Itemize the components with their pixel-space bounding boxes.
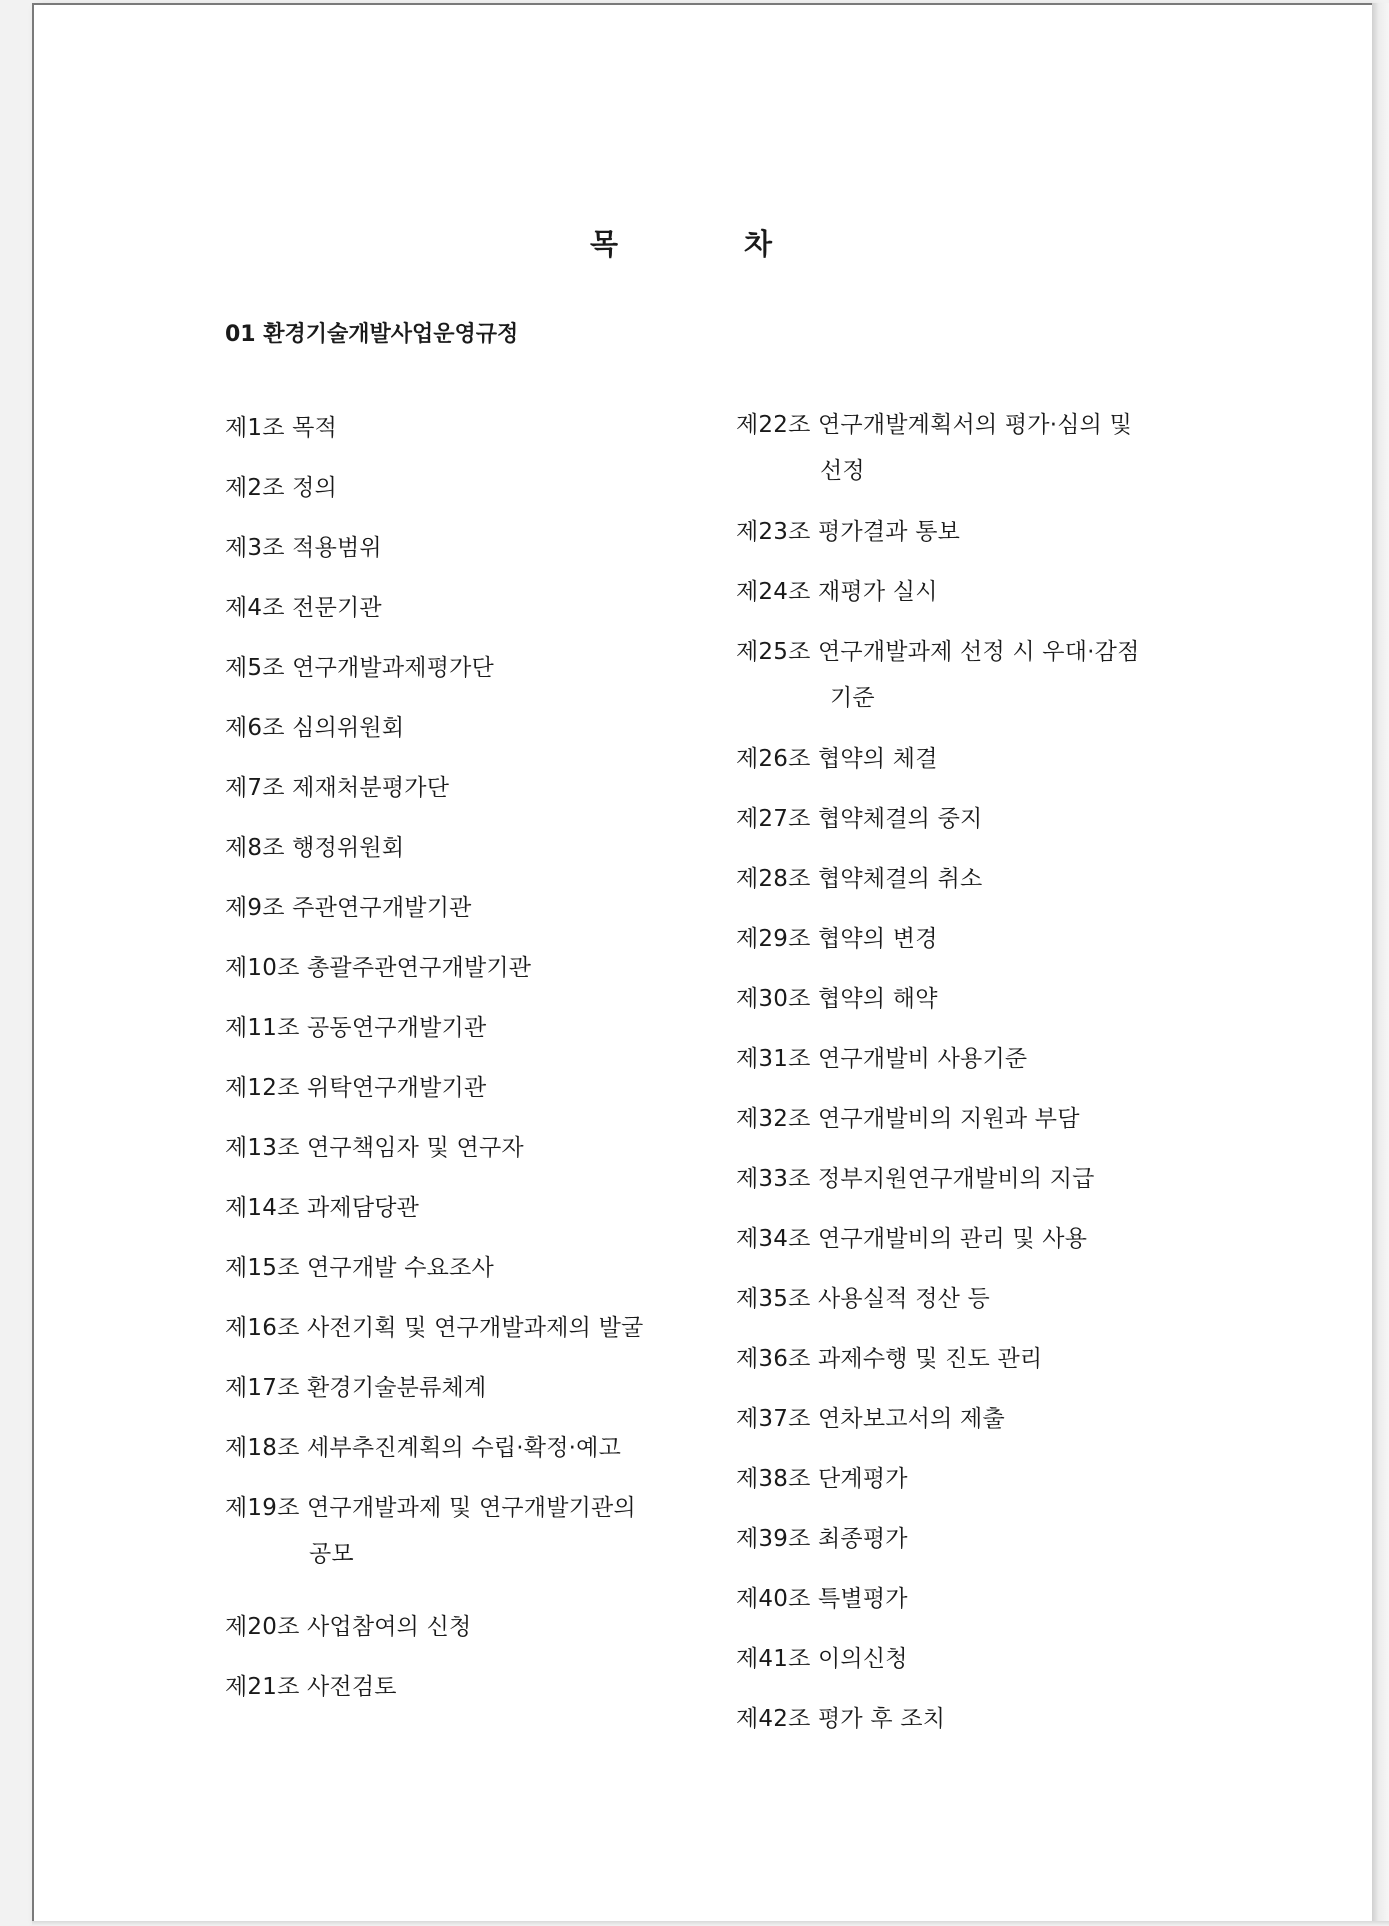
toc-entry[interactable] [225, 1305, 643, 1351]
toc-entry[interactable] [225, 1604, 471, 1650]
toc-entry-label: 제20조 사업참여의 신청 [225, 1614, 472, 1640]
toc-entry-label: 제3조 적용범위 [225, 535, 382, 561]
toc-entry-label: 제34조 연구개발비의 관리 및 사용 [736, 1226, 1088, 1252]
toc-entry-label: 제13조 연구책임자 및 연구자 [225, 1135, 524, 1161]
toc-entry-continuation: 공모 [309, 1541, 354, 1567]
toc-entry[interactable] [225, 405, 337, 451]
toc-entry[interactable] [225, 465, 337, 511]
toc-entry-label: 제17조 환경기술분류체계 [225, 1375, 487, 1401]
toc-entry[interactable] [736, 1156, 1095, 1202]
toc-entry-label: 제23조 평가결과 통보 [736, 519, 961, 545]
toc-entry-label: 제21조 사전검토 [225, 1674, 397, 1700]
toc-entry-label: 제7조 제재처분평가단 [225, 775, 450, 801]
toc-entry-label: 제18조 세부추진계획의 수립·확정·예고 [225, 1435, 621, 1461]
page-title: 목 차 [589, 227, 831, 261]
toc-entry[interactable] [225, 945, 531, 991]
page-edge-shadow [1372, 3, 1389, 1921]
toc-entry-label: 제8조 행정위원회 [225, 835, 405, 861]
toc-entry[interactable] [225, 645, 494, 691]
toc-entry[interactable] [736, 976, 938, 1022]
toc-entry-label: 제35조 사용실적 정산 등 [736, 1286, 990, 1312]
toc-entry-label: 제37조 연차보고서의 제출 [736, 1406, 1005, 1432]
toc-entry[interactable] [736, 1336, 1042, 1382]
toc-entry[interactable] [225, 525, 382, 571]
toc-entry[interactable] [736, 629, 1140, 721]
toc-entry[interactable] [736, 796, 982, 842]
toc-entry-label: 제29조 협약의 변경 [736, 926, 938, 952]
toc-entry[interactable] [736, 1216, 1087, 1262]
toc-entry-label: 제10조 총괄주관연구개발기관 [225, 955, 532, 981]
toc-entry-label: 제15조 연구개발 수요조사 [225, 1255, 494, 1281]
toc-entry[interactable] [225, 765, 449, 811]
toc-entry[interactable] [736, 402, 1132, 494]
toc-entry-label: 제27조 협약체결의 중지 [736, 806, 983, 832]
toc-entry[interactable] [736, 1696, 945, 1742]
toc-entry[interactable] [225, 585, 382, 631]
toc-entry[interactable] [225, 1005, 486, 1051]
toc-entry-label: 제1조 목적 [225, 415, 338, 441]
toc-entry-label: 제5조 연구개발과제평가단 [225, 655, 494, 681]
toc-entry-label: 제19조 연구개발과제 및 연구개발기관의 [225, 1495, 636, 1521]
toc-entry[interactable] [736, 1096, 1080, 1142]
toc-entry-label: 제26조 협약의 체결 [736, 746, 938, 772]
toc-entry[interactable] [736, 1276, 990, 1322]
toc-entry[interactable] [225, 1185, 419, 1231]
toc-entry[interactable] [225, 825, 404, 871]
toc-entry-label: 제4조 전문기관 [225, 595, 382, 621]
toc-entry-label: 제22조 연구개발계획서의 평가·심의 및 [736, 412, 1132, 438]
toc-entry[interactable] [736, 916, 938, 962]
toc-entry[interactable] [225, 1425, 621, 1471]
toc-entry-label: 제16조 사전기획 및 연구개발과제의 발굴 [225, 1315, 644, 1341]
toc-entry-label: 제6조 심의위원회 [225, 715, 405, 741]
toc-entry-label: 제28조 협약체결의 취소 [736, 866, 983, 892]
toc-entry[interactable] [225, 1485, 636, 1577]
toc-entry[interactable] [736, 509, 960, 555]
toc-entry[interactable] [736, 1516, 908, 1562]
toc-entry[interactable] [736, 569, 938, 615]
toc-entry-continuation: 기준 [830, 685, 875, 711]
toc-entry[interactable] [225, 1365, 486, 1411]
toc-entry-continuation: 선정 [820, 458, 865, 484]
toc-entry[interactable] [225, 1245, 494, 1291]
toc-entry-label: 제33조 정부지원연구개발비의 지급 [736, 1166, 1095, 1192]
toc-entry[interactable] [736, 1576, 908, 1622]
toc-entry[interactable] [736, 856, 982, 902]
toc-entry-label: 제31조 연구개발비 사용기준 [736, 1046, 1028, 1072]
toc-entry[interactable] [225, 1065, 486, 1111]
toc-entry-label: 제42조 평가 후 조치 [736, 1706, 946, 1732]
toc-entry[interactable] [736, 1396, 1005, 1442]
toc-entry-label: 제36조 과제수행 및 진도 관리 [736, 1346, 1043, 1372]
toc-entry[interactable] [736, 1036, 1027, 1082]
toc-entry-label: 제14조 과제담당관 [225, 1195, 420, 1221]
toc-entry[interactable] [225, 885, 472, 931]
toc-entry-label: 제24조 재평가 실시 [736, 579, 938, 605]
toc-entry-label: 제32조 연구개발비의 지원과 부담 [736, 1106, 1080, 1132]
toc-entry-label: 제25조 연구개발과제 선정 시 우대·감점 [736, 639, 1140, 665]
toc-entry[interactable] [225, 1125, 524, 1171]
toc-entry-label: 제11조 공동연구개발기관 [225, 1015, 487, 1041]
toc-entry[interactable] [736, 736, 938, 782]
toc-entry[interactable] [225, 705, 404, 751]
toc-entry-label: 제9조 주관연구개발기관 [225, 895, 472, 921]
page-bottom-shadow [32, 1921, 1389, 1926]
toc-entry-label: 제38조 단계평가 [736, 1466, 908, 1492]
toc-entry-label: 제2조 정의 [225, 475, 338, 501]
toc-entry-label: 제39조 최종평가 [736, 1526, 908, 1552]
section-heading: 01 환경기술개발사업운영규정 [225, 322, 519, 347]
toc-entry[interactable] [225, 1664, 397, 1710]
toc-entry[interactable] [736, 1456, 908, 1502]
toc-entry-label: 제41조 이의신청 [736, 1646, 908, 1672]
toc-entry-label: 제40조 특별평가 [736, 1586, 908, 1612]
toc-entry-label: 제12조 위탁연구개발기관 [225, 1075, 487, 1101]
toc-entry[interactable] [736, 1636, 908, 1682]
toc-entry-label: 제30조 협약의 해약 [736, 986, 938, 1012]
